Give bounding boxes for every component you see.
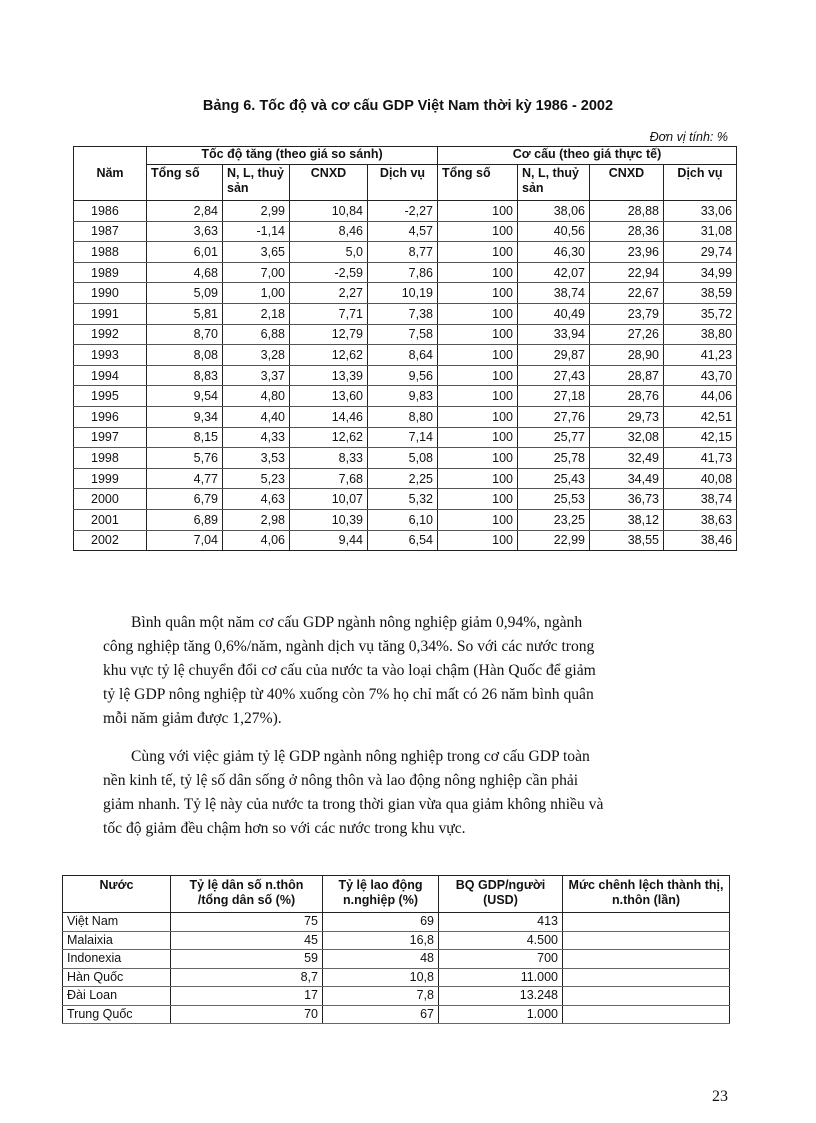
value-cell: 9,56 — [368, 365, 438, 386]
value-cell: 11.000 — [439, 968, 563, 987]
value-cell: 28,90 — [590, 345, 664, 366]
value-cell: 7,04 — [147, 530, 223, 551]
value-cell: 38,59 — [664, 283, 737, 304]
value-cell: 27,26 — [590, 324, 664, 345]
structure-group-header: Cơ cấu (theo giá thực tế) — [438, 147, 737, 165]
value-cell: 8,77 — [368, 242, 438, 263]
value-cell: -2,59 — [290, 262, 368, 283]
value-cell: 100 — [438, 365, 518, 386]
value-cell: 75 — [171, 913, 323, 932]
value-cell: 6,89 — [147, 509, 223, 530]
paragraph-line: công nghiệp tăng 0,6%/năm, ngành dịch vụ tăng 0,34%. So với các nước trong — [103, 638, 595, 655]
value-cell — [563, 987, 730, 1006]
year-cell: 1987 — [74, 221, 147, 242]
value-cell: 8,7 — [171, 968, 323, 987]
table-row — [63, 968, 730, 987]
table-row — [74, 509, 737, 530]
value-cell: 3,37 — [223, 365, 290, 386]
column-header: Tỷ lệ dân số n.thôn /tổng dân số (%) — [171, 876, 323, 913]
value-cell: 8,83 — [147, 365, 223, 386]
table-row — [74, 386, 737, 407]
value-cell: 100 — [438, 345, 518, 366]
value-cell: 42,51 — [664, 406, 737, 427]
value-cell: 7,68 — [290, 468, 368, 489]
value-cell: 32,08 — [590, 427, 664, 448]
table-row — [74, 489, 737, 510]
value-cell: 16,8 — [323, 931, 439, 950]
year-cell: 1997 — [74, 427, 147, 448]
value-cell: 2,18 — [223, 303, 290, 324]
value-cell: 10,39 — [290, 509, 368, 530]
table-row — [74, 262, 737, 283]
value-cell: 5,09 — [147, 283, 223, 304]
year-cell: 2000 — [74, 489, 147, 510]
value-cell: 100 — [438, 303, 518, 324]
value-cell: 5,32 — [368, 489, 438, 510]
paragraph-line: khu vực tỷ lệ chuyển đổi cơ cấu của nước ta vào loại chậm (Hàn Quốc để giảm — [103, 662, 596, 679]
value-cell: 48 — [323, 950, 439, 969]
value-cell: 6,88 — [223, 324, 290, 345]
year-cell: 1996 — [74, 406, 147, 427]
value-cell: 700 — [439, 950, 563, 969]
unit-note: Đơn vị tính: % — [649, 130, 728, 144]
value-cell: 2,27 — [290, 283, 368, 304]
year-cell: 1989 — [74, 262, 147, 283]
value-cell: 13.248 — [439, 987, 563, 1006]
value-cell: 8,70 — [147, 324, 223, 345]
year-cell: 1991 — [74, 303, 147, 324]
table-row — [74, 530, 737, 551]
value-cell: 8,08 — [147, 345, 223, 366]
value-cell: 69 — [323, 913, 439, 932]
value-cell: 40,08 — [664, 468, 737, 489]
page-number: 23 — [712, 1088, 728, 1105]
value-cell: 6,54 — [368, 530, 438, 551]
year-cell: 1993 — [74, 345, 147, 366]
table-row — [74, 221, 737, 242]
value-cell: 4,63 — [223, 489, 290, 510]
value-cell: 13,39 — [290, 365, 368, 386]
country-cell: Đài Loan — [63, 987, 171, 1006]
value-cell: 5,76 — [147, 448, 223, 469]
value-cell: 3,28 — [223, 345, 290, 366]
value-cell: 59 — [171, 950, 323, 969]
value-cell: 2,99 — [223, 201, 290, 222]
table-row — [74, 406, 737, 427]
paragraph-2 — [103, 745, 726, 841]
table-row — [74, 345, 737, 366]
value-cell: 38,06 — [518, 201, 590, 222]
value-cell: 2,25 — [368, 468, 438, 489]
year-cell: 2002 — [74, 530, 147, 551]
value-cell: 31,08 — [664, 221, 737, 242]
value-cell: 4,57 — [368, 221, 438, 242]
table-row — [74, 448, 737, 469]
value-cell: 4,06 — [223, 530, 290, 551]
value-cell: 46,30 — [518, 242, 590, 263]
value-cell: 35,72 — [664, 303, 737, 324]
value-cell: 25,77 — [518, 427, 590, 448]
value-cell — [563, 931, 730, 950]
value-cell: 100 — [438, 324, 518, 345]
value-cell: 6,10 — [368, 509, 438, 530]
value-cell: 12,62 — [290, 427, 368, 448]
value-cell: 1.000 — [439, 1005, 563, 1024]
value-cell: 10,8 — [323, 968, 439, 987]
table-row — [63, 950, 730, 969]
value-cell: 28,36 — [590, 221, 664, 242]
value-cell: 7,71 — [290, 303, 368, 324]
value-cell: 27,43 — [518, 365, 590, 386]
value-cell: 4.500 — [439, 931, 563, 950]
value-cell: 3,65 — [223, 242, 290, 263]
gdp-table — [73, 146, 737, 551]
value-cell: 2,98 — [223, 509, 290, 530]
column-header: CNXD — [290, 165, 368, 201]
value-cell: 8,33 — [290, 448, 368, 469]
paragraph-line: Cùng với việc giảm tỷ lệ GDP ngành nông nghiệp trong cơ cấu GDP toàn — [131, 748, 590, 765]
value-cell: 12,79 — [290, 324, 368, 345]
value-cell: 100 — [438, 427, 518, 448]
value-cell: 38,63 — [664, 509, 737, 530]
table-row — [74, 324, 737, 345]
value-cell: 38,74 — [518, 283, 590, 304]
value-cell: 29,73 — [590, 406, 664, 427]
value-cell: 9,44 — [290, 530, 368, 551]
gdp-table-body — [74, 201, 737, 551]
value-cell: 100 — [438, 201, 518, 222]
value-cell: 100 — [438, 509, 518, 530]
value-cell: 413 — [439, 913, 563, 932]
country-cell: Malaixia — [63, 931, 171, 950]
value-cell: 12,62 — [290, 345, 368, 366]
value-cell: 41,73 — [664, 448, 737, 469]
value-cell: 100 — [438, 221, 518, 242]
value-cell: 28,87 — [590, 365, 664, 386]
value-cell: 4,33 — [223, 427, 290, 448]
value-cell: 4,68 — [147, 262, 223, 283]
year-cell: 2001 — [74, 509, 147, 530]
value-cell: 45 — [171, 931, 323, 950]
value-cell: 38,46 — [664, 530, 737, 551]
value-cell: 4,80 — [223, 386, 290, 407]
column-header: N, L, thuỷ sản — [223, 165, 290, 201]
value-cell: 25,78 — [518, 448, 590, 469]
table-row — [74, 242, 737, 263]
value-cell: 70 — [171, 1005, 323, 1024]
value-cell: 38,74 — [664, 489, 737, 510]
value-cell — [563, 950, 730, 969]
value-cell: 3,53 — [223, 448, 290, 469]
value-cell: 41,23 — [664, 345, 737, 366]
column-header: N, L, thuỷ sản — [518, 165, 590, 201]
column-header: Tỷ lệ lao động n.nghiệp (%) — [323, 876, 439, 913]
column-header: Nước — [63, 876, 171, 913]
value-cell: 7,38 — [368, 303, 438, 324]
value-cell: 8,46 — [290, 221, 368, 242]
value-cell: 38,55 — [590, 530, 664, 551]
value-cell: 29,87 — [518, 345, 590, 366]
value-cell: 4,40 — [223, 406, 290, 427]
column-header: Mức chênh lệch thành thị, n.thôn (lần) — [563, 876, 730, 913]
value-cell: 10,19 — [368, 283, 438, 304]
value-cell: 9,83 — [368, 386, 438, 407]
value-cell: 23,79 — [590, 303, 664, 324]
paragraph-line: giảm nhanh. Tỷ lệ này của nước ta trong thời gian vừa qua giảm không nhiều và — [103, 796, 604, 813]
country-comparison-table — [62, 875, 730, 1024]
value-cell: 5,23 — [223, 468, 290, 489]
value-cell: 100 — [438, 406, 518, 427]
year-cell: 1995 — [74, 386, 147, 407]
value-cell: 38,12 — [590, 509, 664, 530]
value-cell: 7,8 — [323, 987, 439, 1006]
table-row — [63, 913, 730, 932]
year-cell: 1994 — [74, 365, 147, 386]
value-cell: 22,99 — [518, 530, 590, 551]
value-cell: 40,56 — [518, 221, 590, 242]
table1-title: Bảng 6. Tốc độ và cơ cấu GDP Việt Nam thời kỳ 1986 - 2002 — [202, 98, 614, 114]
value-cell: 33,06 — [664, 201, 737, 222]
value-cell: 44,06 — [664, 386, 737, 407]
year-cell: 1988 — [74, 242, 147, 263]
value-cell: 33,94 — [518, 324, 590, 345]
table-row — [74, 283, 737, 304]
value-cell: 40,49 — [518, 303, 590, 324]
value-cell: 7,86 — [368, 262, 438, 283]
value-cell: 8,80 — [368, 406, 438, 427]
value-cell: 100 — [438, 489, 518, 510]
column-header: CNXD — [590, 165, 664, 201]
value-cell: 100 — [438, 283, 518, 304]
value-cell — [563, 968, 730, 987]
value-cell: 2,84 — [147, 201, 223, 222]
value-cell: 5,0 — [290, 242, 368, 263]
table-row — [74, 201, 737, 222]
value-cell: 5,81 — [147, 303, 223, 324]
value-cell: 22,94 — [590, 262, 664, 283]
table-row — [74, 303, 737, 324]
value-cell: 8,64 — [368, 345, 438, 366]
value-cell: 100 — [438, 262, 518, 283]
value-cell: 10,07 — [290, 489, 368, 510]
value-cell: 25,53 — [518, 489, 590, 510]
paragraph-line: nền kinh tế, tỷ lệ số dân sống ở nông thôn và lao động nông nghiệp cần phải — [103, 772, 579, 789]
value-cell: 7,58 — [368, 324, 438, 345]
value-cell: 8,15 — [147, 427, 223, 448]
value-cell: 43,70 — [664, 365, 737, 386]
country-table-body — [63, 913, 730, 1024]
table-row — [63, 931, 730, 950]
value-cell: 28,76 — [590, 386, 664, 407]
value-cell: 9,54 — [147, 386, 223, 407]
value-cell: 6,79 — [147, 489, 223, 510]
value-cell: 29,74 — [664, 242, 737, 263]
value-cell: 100 — [438, 242, 518, 263]
table-row — [63, 987, 730, 1006]
table-row — [63, 1005, 730, 1024]
paragraph-line: Bình quân một năm cơ cấu GDP ngành nông nghiệp giảm 0,94%, ngành — [131, 614, 583, 631]
table-row — [74, 468, 737, 489]
value-cell: 100 — [438, 530, 518, 551]
paragraph-line: tốc độ giảm đều chậm hơn so với các nước trong khu vực. — [103, 820, 466, 837]
value-cell — [563, 913, 730, 932]
value-cell: 9,34 — [147, 406, 223, 427]
value-cell: 100 — [438, 448, 518, 469]
value-cell: 6,01 — [147, 242, 223, 263]
paragraph-1 — [103, 611, 726, 731]
value-cell: 3,63 — [147, 221, 223, 242]
value-cell: 13,60 — [290, 386, 368, 407]
value-cell: 23,96 — [590, 242, 664, 263]
country-cell: Hàn Quốc — [63, 968, 171, 987]
year-cell: 1990 — [74, 283, 147, 304]
country-cell: Việt Nam — [63, 913, 171, 932]
value-cell: 42,07 — [518, 262, 590, 283]
column-header: Dịch vụ — [664, 165, 737, 201]
value-cell: 27,18 — [518, 386, 590, 407]
year-cell: 1986 — [74, 201, 147, 222]
value-cell: 28,88 — [590, 201, 664, 222]
value-cell: 22,67 — [590, 283, 664, 304]
value-cell: 27,76 — [518, 406, 590, 427]
value-cell: 67 — [323, 1005, 439, 1024]
country-cell: Trung Quốc — [63, 1005, 171, 1024]
value-cell: 1,00 — [223, 283, 290, 304]
value-cell: 10,84 — [290, 201, 368, 222]
paragraph-line: mỗi năm giảm được 1,27%). — [103, 710, 282, 727]
value-cell: 100 — [438, 468, 518, 489]
value-cell: 25,43 — [518, 468, 590, 489]
table-row — [74, 427, 737, 448]
column-header: BQ GDP/người (USD) — [439, 876, 563, 913]
column-header: Tổng số — [438, 165, 518, 201]
value-cell: -1,14 — [223, 221, 290, 242]
value-cell: 32,49 — [590, 448, 664, 469]
value-cell — [563, 1005, 730, 1024]
year-cell: 1998 — [74, 448, 147, 469]
column-header: Tổng số — [147, 165, 223, 201]
value-cell: 42,15 — [664, 427, 737, 448]
table-row — [74, 365, 737, 386]
year-header: Năm — [74, 147, 147, 201]
value-cell: 36,73 — [590, 489, 664, 510]
value-cell: 34,49 — [590, 468, 664, 489]
value-cell: 34,99 — [664, 262, 737, 283]
paragraph-line: tỷ lệ GDP nông nghiệp từ 40% xuống còn 7% họ chỉ mất có 26 năm bình quân — [103, 686, 594, 703]
value-cell: 4,77 — [147, 468, 223, 489]
value-cell: 14,46 — [290, 406, 368, 427]
value-cell: 5,08 — [368, 448, 438, 469]
value-cell: 38,80 — [664, 324, 737, 345]
value-cell: -2,27 — [368, 201, 438, 222]
value-cell: 17 — [171, 987, 323, 1006]
year-cell: 1992 — [74, 324, 147, 345]
country-cell: Indonexia — [63, 950, 171, 969]
value-cell: 7,14 — [368, 427, 438, 448]
growth-group-header: Tốc độ tăng (theo giá so sánh) — [147, 147, 438, 165]
value-cell: 23,25 — [518, 509, 590, 530]
value-cell: 100 — [438, 386, 518, 407]
value-cell: 7,00 — [223, 262, 290, 283]
year-cell: 1999 — [74, 468, 147, 489]
column-header: Dịch vụ — [368, 165, 438, 201]
